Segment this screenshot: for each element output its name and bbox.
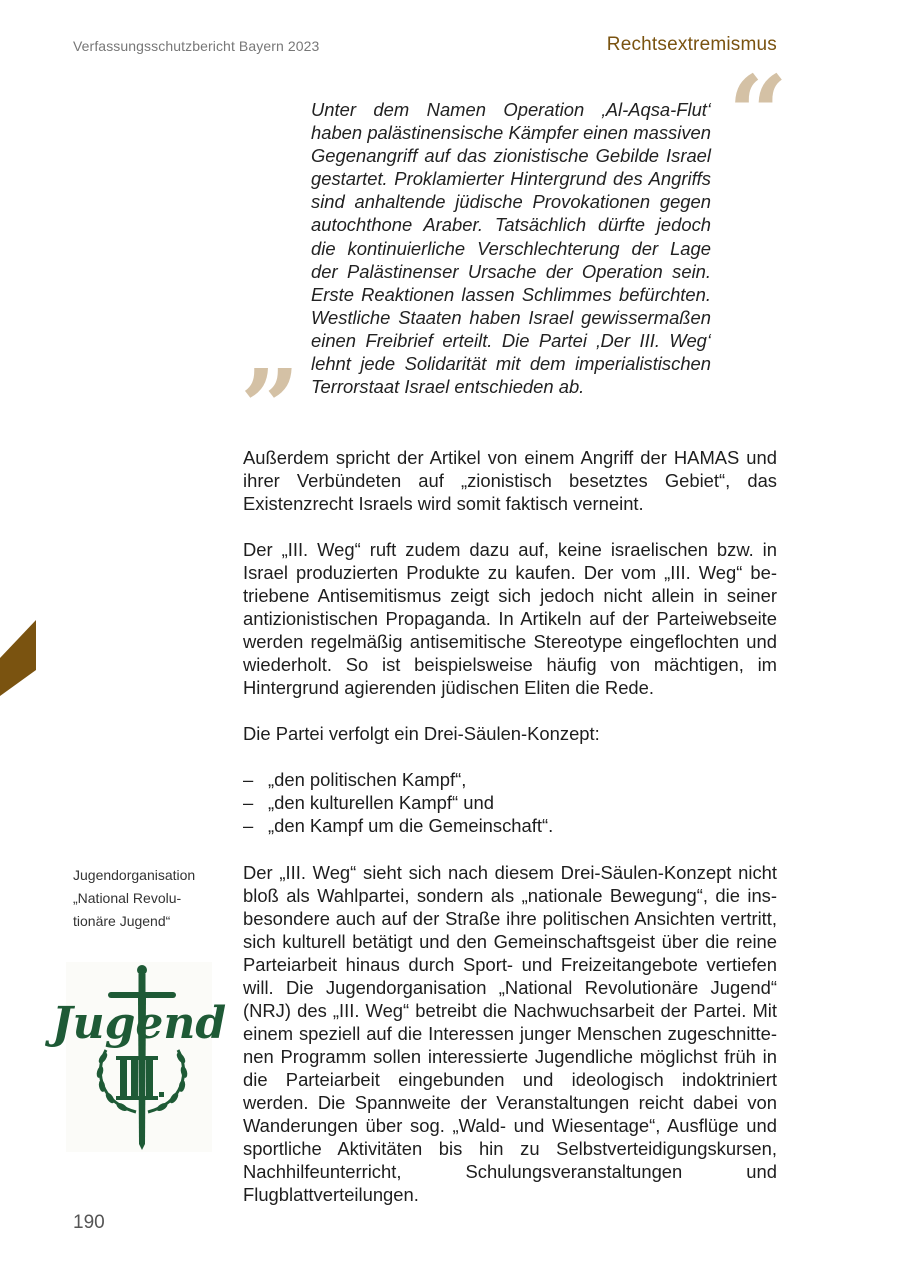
publication-title: Verfassungsschutzbericht Bayern 2023 [73,38,320,54]
body-paragraph: Der „III. Weg“ ruft zudem dazu auf, keine israelischen bzw. in Israel produzierten Produkte zu kaufen. Der vom „III. Weg“ betriebene Antisemitismus zeigt sich jedoch nicht allein in seiner antizionistischen Propaganda. In Artikeln auf der Parteiwebseite werden regelmäßig antisemitische Stereotype eingeflochten und wiederholt. So ist beispielsweise häufig von mächtigen, im Hintergrund agierenden jüdischen Eliten die Rede. [243,539,777,698]
list-item-text: „den Kampf um die Gemeinschaft“. [268,815,554,836]
list-item-text: „den kulturellen Kampf“ und [268,792,494,813]
page-number: 190 [73,1212,105,1233]
margin-caption-line: Jugendorganisation [73,867,196,883]
margin-caption [73,864,213,933]
list-dash: – [243,769,254,790]
list-item [243,814,777,837]
quote-text: Unter dem Namen Operation ‚Al-Aqsa-Flut‘ haben palästinensische Kämpfer einen massiven Gegenangriff auf das zionistische Gebilde Israel gestartet. Proklamierter Hintergrund des Angriffs sind anhaltende jüdische Provokationen gegen autochthone Araber. Tatsächlich dürfte jedoch die kontinuierliche Verschlechterung der Lage der Palästinenser Ursache der Operation sein. Erste Reaktionen lassen Schlimmes befürchten. Westliche Staaten haben Israel gewissermaßen einen Freibrief erteilt. Die Partei ‚Der III. Weg‘ lehnt jede Solidarität mit dem imperialistischen Terrorstaat Israel entschieden ab. [311,99,711,398]
section-marker-tab [0,620,36,696]
jugend-logo-icon [51,962,227,1152]
open-quote-mark: “ [728,52,788,175]
body-paragraph: Der „III. Weg“ sieht sich nach diesem Drei-Säulen-Konzept nicht bloß als Wahlpartei, sondern als „nationale Bewegung“, die insbesondere auch auf der Straße ihre politischen Ansichten vertritt, sich kulturell betätigt und den Gemeinschaftsgeist über die reine Parteiarbeit hinaus durch Sport- und Freizeitangebote vertiefen will. Die Jugendorganisation „National Revolutionäre Jugend“ (NRJ) des „III. Weg“ betreibt die Nachwuchsarbeit der Partei. Mit einem speziell auf die Interessen junger Menschen zugeschnittenen Programm sollen interessierte Jugendliche möglichst früh in die Parteiarbeit eingebunden und ideologisch indoktriniert werden. Die Spannweite der Veranstaltungen reicht dabei von Wanderungen über sog. „Wald- und Wiesentage“, Ausflüge und sportliche Aktivitäten bis hin zu Selbstverteidigungskursen, Nachhilfeunterricht, Schulungsveranstaltungen und Flugblattverteilungen. [243,862,777,1205]
body-paragraph: Außerdem spricht der Artikel von einem Angriff der HAMAS und ihrer Verbündeten auf „zionistisch besetztes Gebiet“, das Existenzrecht Israels wird somit faktisch verneint. [243,447,777,514]
margin-caption-line: tionäre Jugend“ [73,913,171,929]
list-item [243,791,777,814]
close-quote-mark: ” [240,346,300,469]
margin-caption-line: „National Revolu- [73,890,182,906]
jugend-logo-image [51,962,227,1152]
pillar-list [243,768,777,837]
list-dash: – [243,792,254,813]
svg-text:Jugend: Jugend [51,998,227,1049]
section-title: Rechtsextremismus [606,34,777,55]
list-item [243,768,777,791]
list-dash: – [243,815,254,836]
body-paragraph: Die Partei verfolgt ein Drei-Säulen-Konzept: [243,723,600,744]
list-item-text: „den politischen Kampf“, [268,769,467,790]
